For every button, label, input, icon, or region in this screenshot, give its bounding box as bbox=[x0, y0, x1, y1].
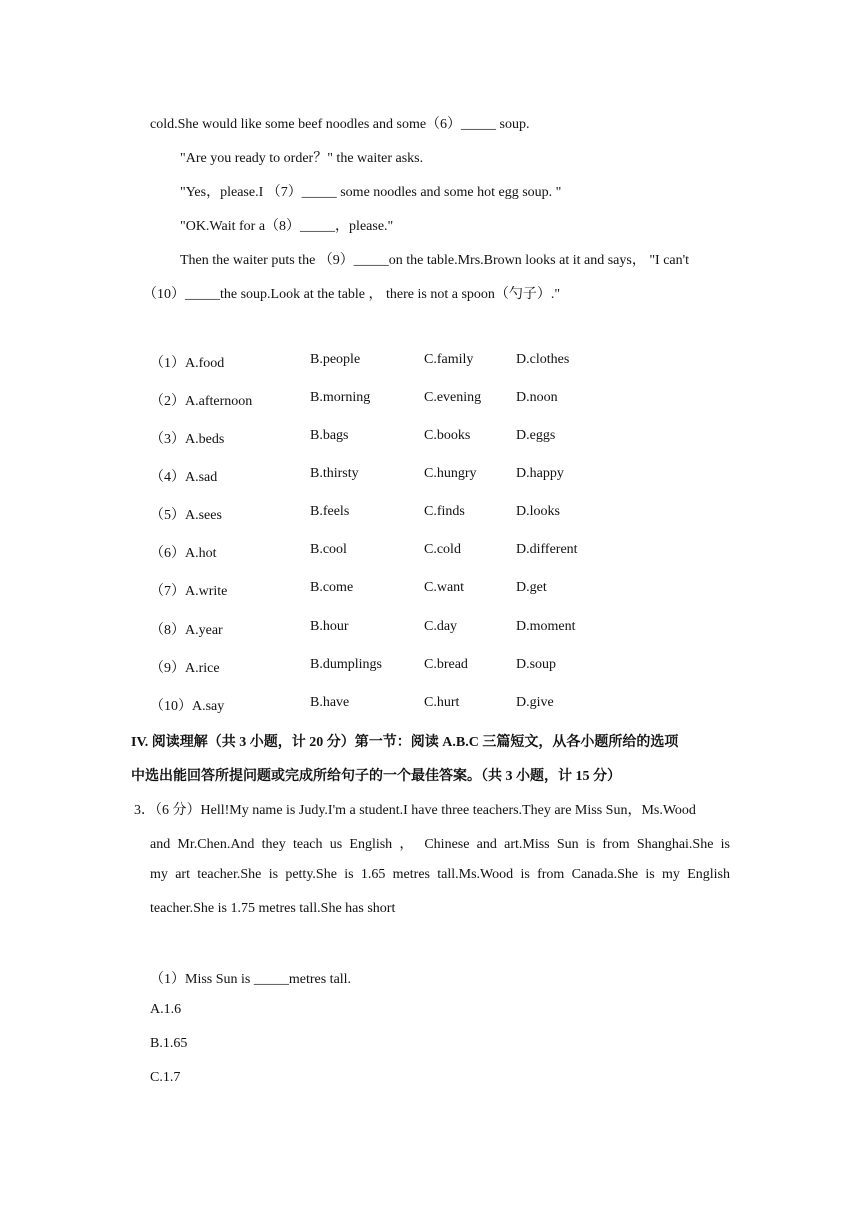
option-b: B.come bbox=[310, 580, 354, 595]
passage-line: "OK.Wait for a（8）_____，please." bbox=[180, 219, 394, 234]
sub-question-prompt: （1）Miss Sun is _____metres tall. bbox=[150, 972, 352, 987]
answer-choice: A.1.6 bbox=[150, 1002, 182, 1017]
section-instructions: 阅读理解（共 3 小题，计 20 分）第一节：阅读 A.B.C 三篇短文，从各小题所给的选项 bbox=[151, 735, 679, 750]
option-c: C.finds bbox=[424, 504, 465, 519]
option-a: （6）A.hot bbox=[150, 546, 217, 561]
option-c: C.family bbox=[424, 352, 474, 367]
option-c: C.evening bbox=[424, 390, 482, 405]
option-b: B.have bbox=[310, 695, 350, 710]
passage-line: cold.She would like some beef noodles and some（6）_____ soup. bbox=[150, 117, 530, 132]
option-b: B.people bbox=[310, 352, 361, 367]
option-c: C.cold bbox=[424, 542, 461, 557]
question-3-text: and Mr.Chen.And they teach us English ， Chinese and art.Miss Sun is from Shanghai.She is bbox=[150, 837, 730, 852]
option-a: （3）A.beds bbox=[150, 432, 225, 447]
passage-line: "Yes，please.I （7）_____ some noodles and some hot egg soup. " bbox=[180, 185, 562, 200]
option-a: （4）A.sad bbox=[150, 470, 218, 485]
answer-choice: B.1.65 bbox=[150, 1036, 188, 1051]
section-heading bbox=[131, 731, 678, 751]
option-d: D.clothes bbox=[516, 352, 570, 367]
option-c: C.day bbox=[424, 619, 458, 634]
option-a: （9）A.rice bbox=[150, 661, 220, 676]
option-d: D.noon bbox=[516, 390, 558, 405]
option-a: （1）A.food bbox=[150, 356, 225, 371]
option-c: C.bread bbox=[424, 657, 468, 672]
option-a: （2）A.afternoon bbox=[150, 394, 253, 409]
option-d: D.give bbox=[516, 695, 554, 710]
option-b: B.cool bbox=[310, 542, 347, 557]
question-3-text: teacher.She is 1.75 metres tall.She has short bbox=[150, 901, 396, 916]
option-a: （7）A.write bbox=[150, 584, 228, 599]
option-b: B.bags bbox=[310, 428, 349, 443]
option-a: （10）A.say bbox=[150, 699, 225, 714]
passage-line: Then the waiter puts the （9）_____on the table.Mrs.Brown looks at it and says， "I can't bbox=[180, 253, 690, 268]
option-c: C.hurt bbox=[424, 695, 460, 710]
passage-line: （10）_____the soup.Look at the table ， there is not a spoon（勺子）." bbox=[143, 287, 561, 302]
option-b: B.thirsty bbox=[310, 466, 359, 481]
option-b: B.feels bbox=[310, 504, 350, 519]
option-d: D.moment bbox=[516, 619, 576, 634]
option-c: C.hungry bbox=[424, 466, 477, 481]
option-b: B.morning bbox=[310, 390, 371, 405]
question-3-text: 3．（6 分）Hell!My name is Judy.I'm a student.I have three teachers.They are Miss Sun，Ms.Wood bbox=[134, 803, 696, 818]
option-d: D.happy bbox=[516, 466, 564, 481]
section-instructions-cont: 中选出能回答所提问题或完成所给句子的一个最佳答案。（共 3 小题，计 15 分） bbox=[131, 769, 621, 784]
option-d: D.different bbox=[516, 542, 578, 557]
answer-choice: C.1.7 bbox=[150, 1070, 181, 1085]
option-c: C.want bbox=[424, 580, 465, 595]
question-3-text: my art teacher.She is petty.She is 1.65 metres tall.Ms.Wood is from Canada.She is my English bbox=[150, 867, 730, 882]
option-a: （8）A.year bbox=[150, 623, 223, 638]
option-a: （5）A.sees bbox=[150, 508, 222, 523]
option-d: D.looks bbox=[516, 504, 560, 519]
passage-line: "Are you ready to order？" the waiter asks. bbox=[180, 151, 424, 166]
option-b: B.hour bbox=[310, 619, 349, 634]
option-d: D.get bbox=[516, 580, 547, 595]
option-d: D.eggs bbox=[516, 428, 556, 443]
section-number: IV. bbox=[131, 735, 149, 750]
option-d: D.soup bbox=[516, 657, 557, 672]
option-c: C.books bbox=[424, 428, 471, 443]
option-b: B.dumplings bbox=[310, 657, 382, 672]
